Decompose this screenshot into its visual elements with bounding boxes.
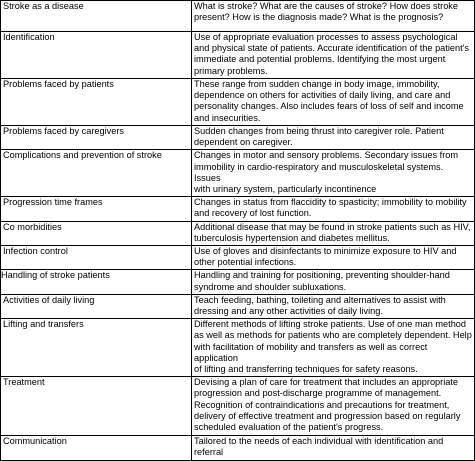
row-description: Devising a plan of care for treatment that includes an appropriate progression and post-discharge programme of management. Recognition of contraindications and precautions for treatment, delivery of effective treatment and progression based on regularly scheduled evaluation of the patient's progress. xyxy=(192,377,475,436)
table-row xyxy=(1,150,475,197)
row-description: Handling and training for positioning, preventing shoulder-hand syndrome and shoulder subluxations. xyxy=(192,270,475,294)
table-row xyxy=(1,294,475,318)
table-row xyxy=(1,246,475,270)
row-term: Identification xyxy=(1,32,192,79)
row-term: Activities of daily living xyxy=(1,294,192,318)
row-description: Changes in status from flaccidity to spasticity; immobility to mobility and recovery of lost function. xyxy=(192,197,475,221)
table-row xyxy=(1,377,475,436)
row-description: Tailored to the needs of each individual with identification and referral xyxy=(192,436,475,460)
row-description: Use of gloves and disinfectants to minimize exposure to HIV and other potential infections. xyxy=(192,246,475,270)
row-description: These range from sudden change in body image, immobility, dependence on others for activities of daily living, and care and personality changes. Also includes fears of loss of self and income and insecurities. xyxy=(192,79,475,126)
row-term: Stroke as a disease xyxy=(1,1,192,32)
row-description: Teach feeding, bathing, toileting and alternatives to assist with dressing and any other activities of daily living. xyxy=(192,294,475,318)
row-description: Changes in motor and sensory problems. Secondary issues from immobility in cardio-respiratory and musculoskeletal systems. Issues with urinary system, particularly incontinence xyxy=(192,150,475,197)
table-row xyxy=(1,221,475,245)
table-row xyxy=(1,126,475,150)
row-term: Lifting and transfers xyxy=(1,319,192,377)
row-term: Handling of stroke patients xyxy=(1,270,192,294)
row-term: Infection control xyxy=(1,246,192,270)
row-term: Complications and prevention of stroke xyxy=(1,150,192,197)
table-row xyxy=(1,1,475,32)
row-description: What is stroke? What are the causes of stroke? How does stroke present? How is the diagnosis made? What is the prognosis? xyxy=(192,1,475,32)
table-row xyxy=(1,270,475,294)
row-description: Sudden changes from being thrust into caregiver role. Patient dependent on caregiver. xyxy=(192,126,475,150)
table-row xyxy=(1,197,475,221)
table-row xyxy=(1,79,475,126)
row-term: Problems faced by caregivers xyxy=(1,126,192,150)
table-row xyxy=(1,319,475,377)
row-description: Additional disease that may be found in stroke patients such as HIV, tuberculosis hypertension and diabetes mellitus. xyxy=(192,221,475,245)
row-term: Treatment xyxy=(1,377,192,436)
row-term: Co morbidities xyxy=(1,221,192,245)
row-term: Communication xyxy=(1,436,192,460)
row-description: Use of appropriate evaluation processes to assess psychological and physical state of patients. Accurate identification of the patient's immediate and potential problems. Identifying the most urgent primary problems. xyxy=(192,32,475,79)
row-term: Problems faced by patients xyxy=(1,79,192,126)
row-description: Different methods of lifting stroke patients. Use of one man method as well as methods for patients who are completely dependent. Help with facilitation of mobility and transfers as well as correct application of lifting and transferring techniques for safety reasons. xyxy=(192,319,475,377)
table-row xyxy=(1,436,475,460)
row-term: Progression time frames xyxy=(1,197,192,221)
table-row xyxy=(1,32,475,79)
